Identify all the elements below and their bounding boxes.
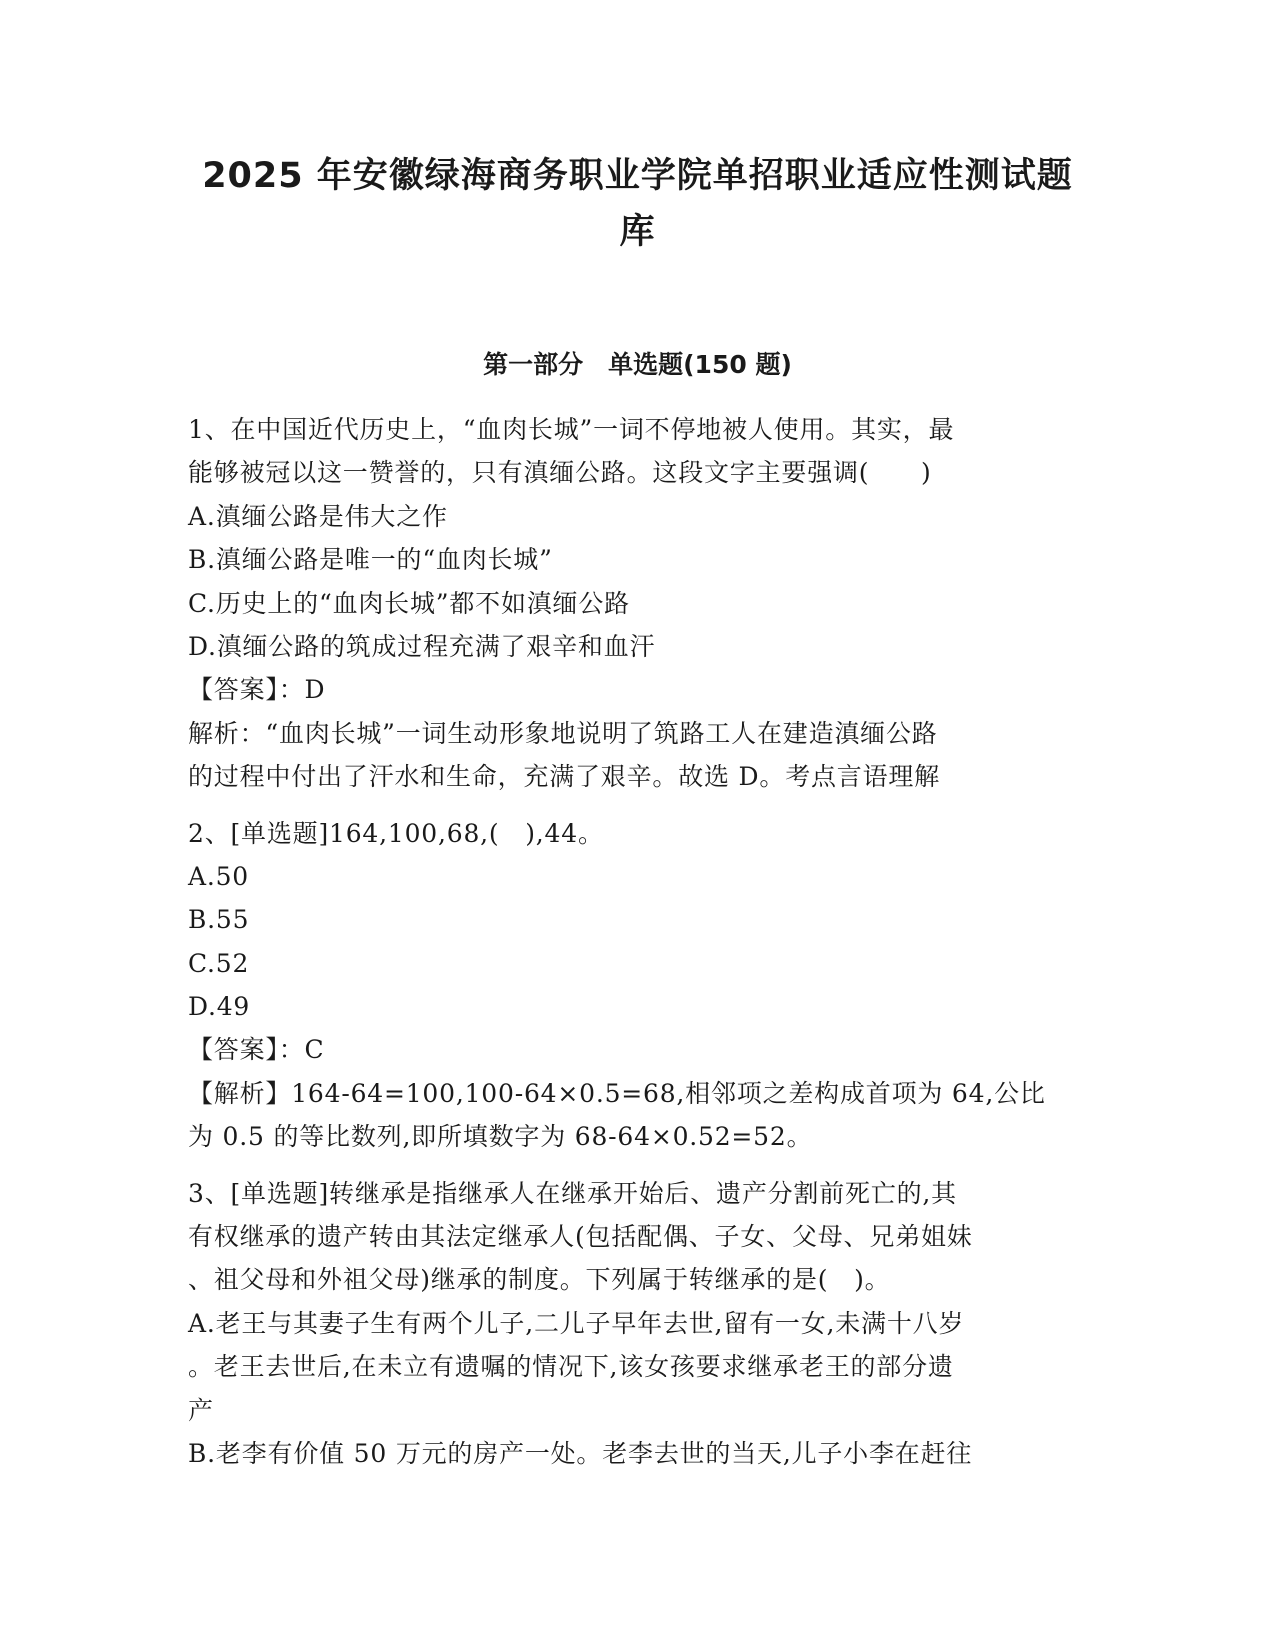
title-line-1: 2025 年安徽绿海商务职业学院单招职业适应性测试题 [202,156,1073,196]
question-stem-line: 、祖父母和外祖父母)继承的制度。下列属于转继承的是( )。 [188,1265,891,1295]
answer-line: 【答案】：D [188,675,326,705]
option-b: B.滇缅公路是唯一的“血肉长城” [188,545,553,575]
question-stem-line: 有权继承的遗产转由其法定继承人(包括配偶、子女、父母、兄弟姐妹 [188,1222,973,1252]
title-line-2: 库 [619,212,656,252]
section-heading: 第一部分 单选题(150 题) [483,350,792,379]
option-c: C.历史上的“血肉长城”都不如滇缅公路 [188,588,630,618]
question-3 [188,1172,1093,1476]
option-a: A.滇缅公路是伟大之作 [188,501,448,531]
option-d: D.滇缅公路的筑成过程充满了艰辛和血汗 [188,631,656,661]
question-stem-line: 能够被冠以这一赞誉的，只有滇缅公路。这段文字主要强调( ) [188,458,932,488]
question-stem-line: 2、[单选题]164,100,68,( ),44。 [188,818,604,848]
question-stem-line: 1、在中国近代历史上，“血肉长城”一词不停地被人使用。其实，最 [188,415,955,444]
question-2 [188,812,1093,1159]
analysis-line: 【解析】164-64=100,100-64×0.5=68,相邻项之差构成首项为 64,公比 [188,1078,1046,1108]
option-a: A.老王与其妻子生有两个儿子,二儿子早年去世,留有一女,未满十八岁 [188,1308,965,1338]
question-1 [188,408,1093,799]
option-b: B.55 [188,905,250,935]
analysis-line: 的过程中付出了汗水和生命，充满了艰辛。故选 D。考点言语理解 [188,762,940,792]
option-d: D.49 [188,992,251,1022]
option-a-continued: 产 [188,1395,214,1425]
option-a: A.50 [188,861,250,891]
question-gap [188,799,1093,812]
analysis-line: 为 0.5 的等比数列,即所填数字为 68-64×0.52=52。 [188,1122,813,1152]
option-a-continued: 。老王去世后,在未立有遗嘱的情况下,该女孩要求继承老王的部分遗 [188,1352,954,1382]
answer-line: 【答案】：C [188,1035,325,1065]
analysis-line: 解析：“血肉长城”一词生动形象地说明了筑路工人在建造滇缅公路 [188,718,938,748]
question-list [188,408,1093,1475]
question-gap [188,1159,1093,1172]
option-b: B.老李有价值 50 万元的房产一处。老李去世的当天,儿子小李在赶往 [188,1438,973,1468]
document-title [180,148,1095,260]
option-c: C.52 [188,948,250,978]
question-stem-line: 3、[单选题]转继承是指继承人在继承开始后、遗产分割前死亡的,其 [188,1178,957,1208]
